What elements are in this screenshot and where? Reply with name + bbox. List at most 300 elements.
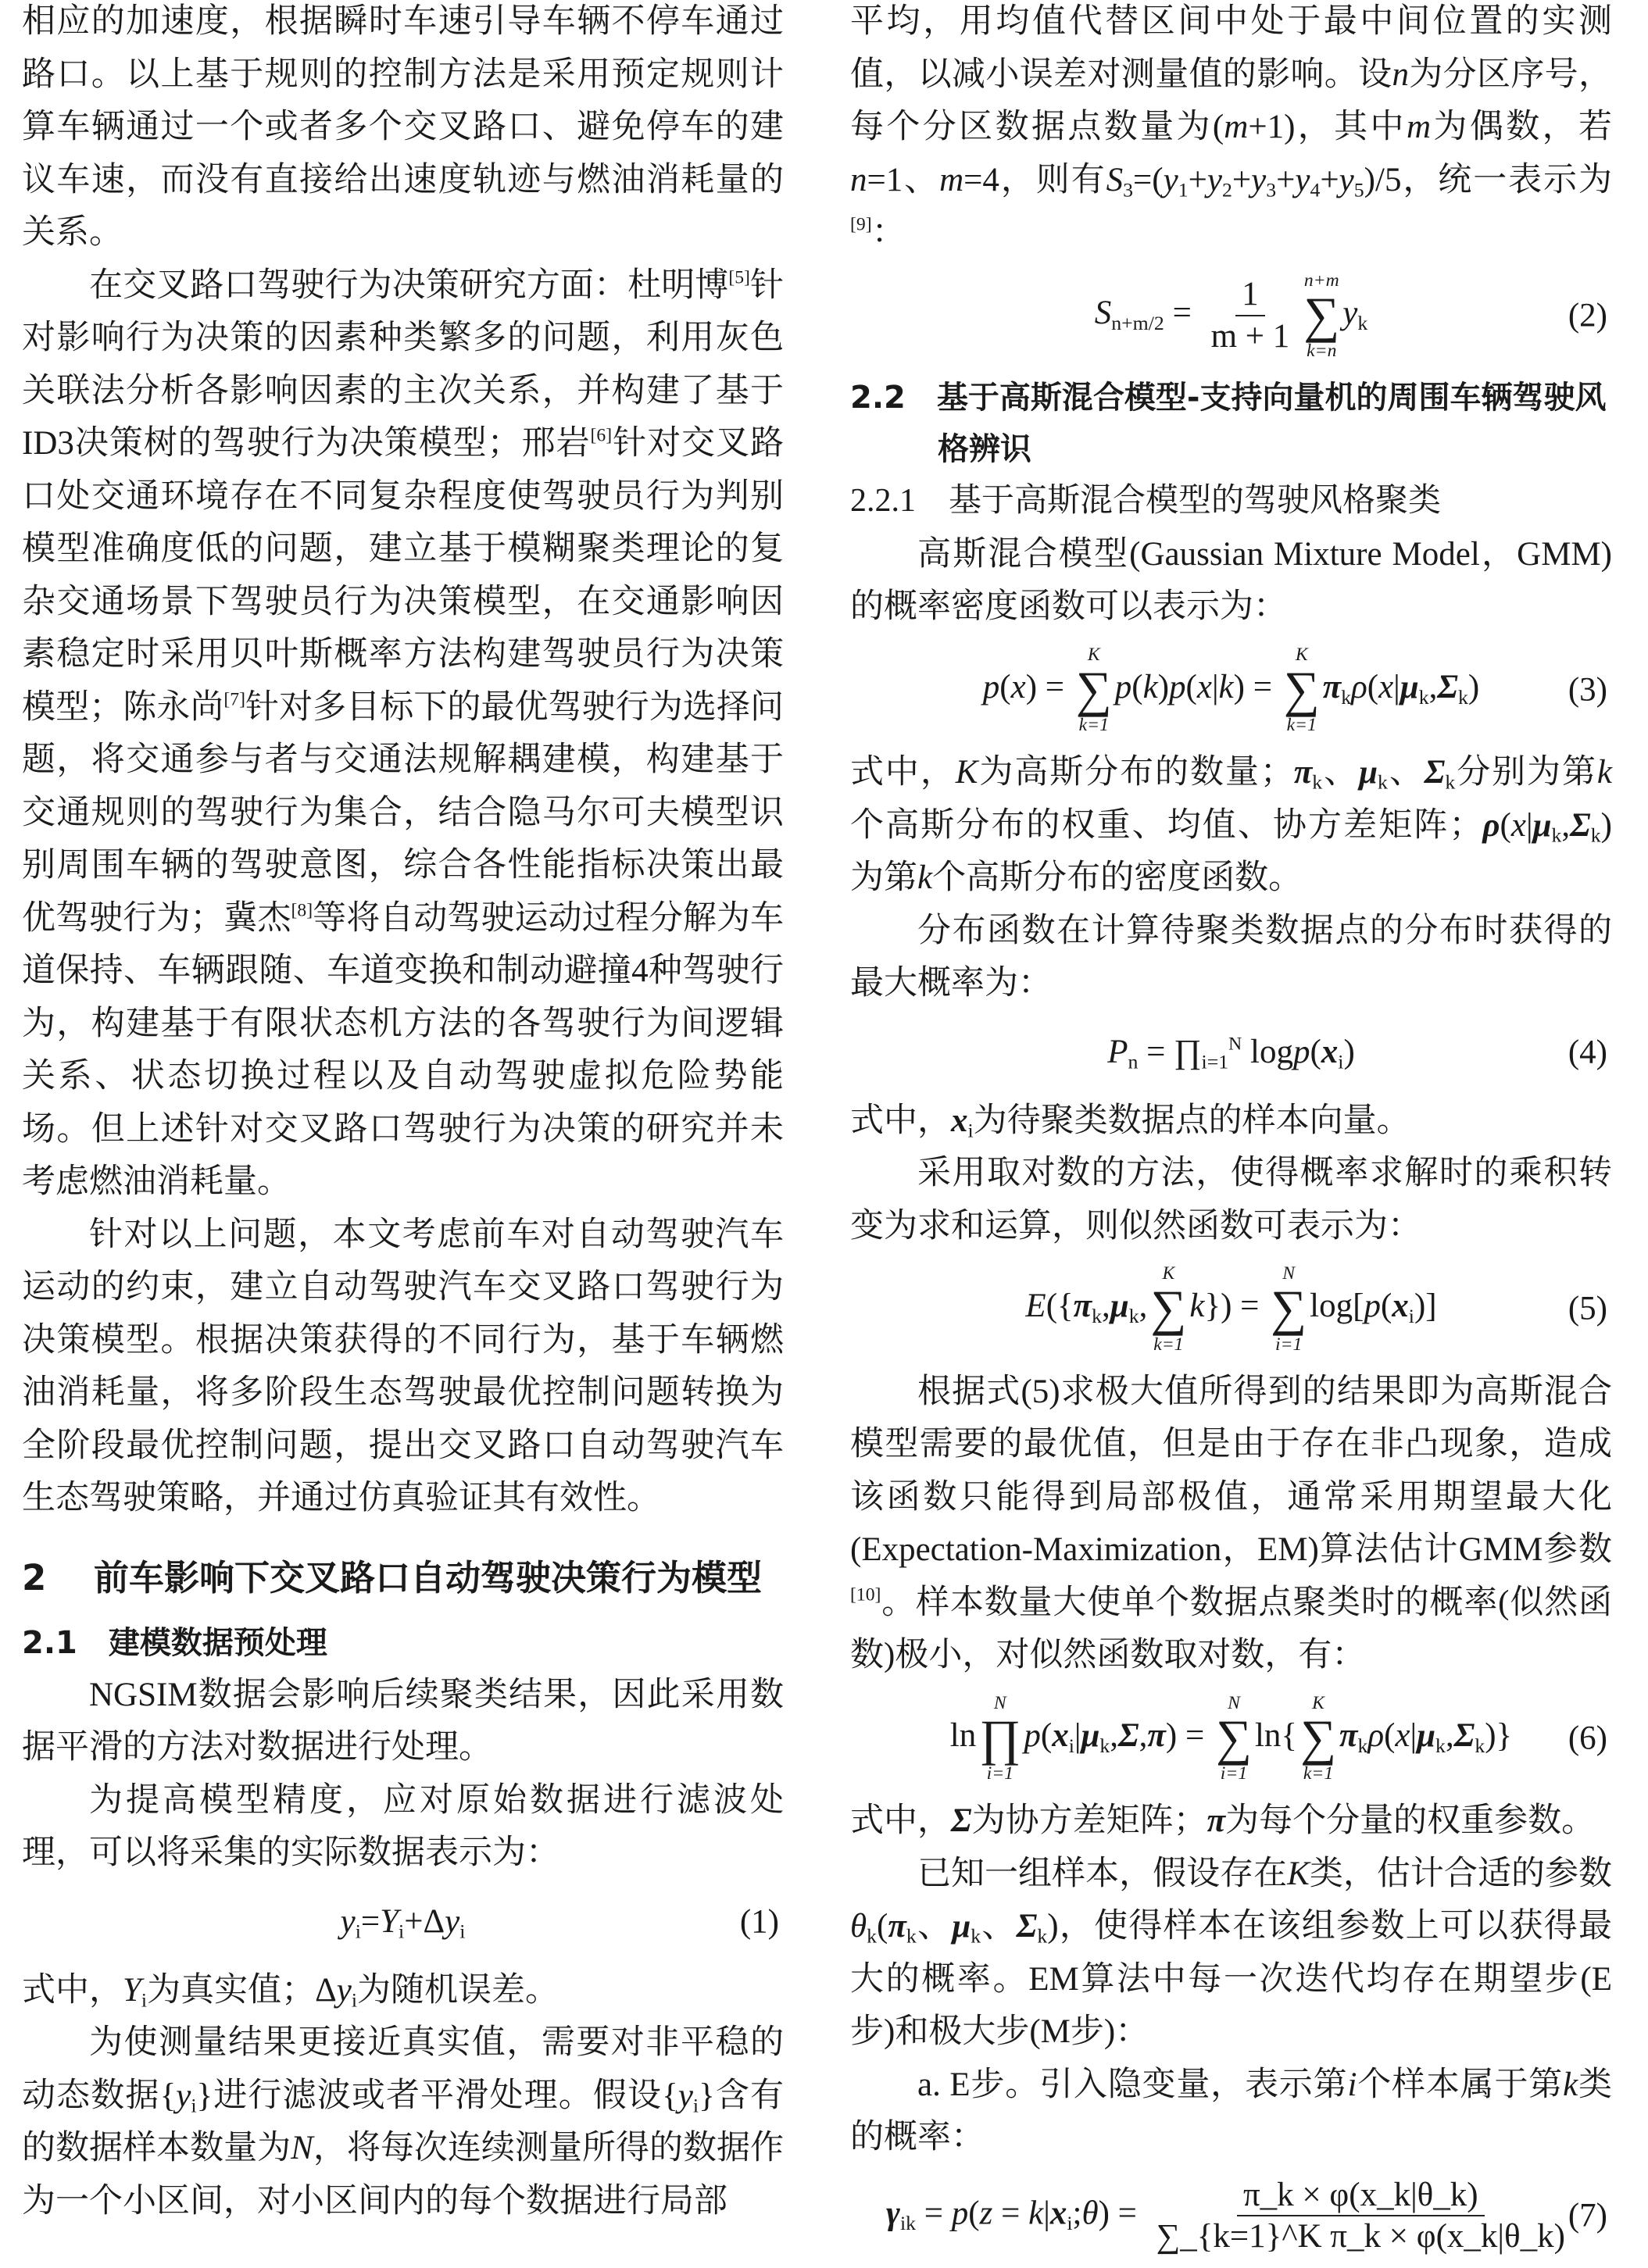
text-run: =1、 [867, 161, 940, 198]
subscript: 2 [1221, 178, 1232, 202]
paragraph [22, 259, 784, 1209]
math-italic: k [1596, 754, 1613, 791]
text-run: 为随机误差。 [357, 1971, 559, 2009]
text-run: 相应的加速度，根据瞬时车速引导车辆不停车通过路口。以上基于规则的控制方法是采用预定规则计算车辆通过一个或者多个交叉路口、避免停车的建议车速，而没有直接给出速度轨迹与燃油消耗量的关系。 [22, 3, 784, 251]
math-italic: n [1392, 55, 1409, 93]
text-run: ) [1343, 1033, 1355, 1070]
subscript: k [1475, 1734, 1485, 1757]
equation-body [950, 1693, 1512, 1784]
math-bold: ρ [1482, 806, 1500, 844]
text-run: 2 前车影响下交叉路口自动驾驶决策行为模型 [22, 1556, 762, 1598]
math-italic: P [1107, 1033, 1128, 1070]
text-run: }含有的数据样本数量为 [22, 2077, 785, 2166]
math-italic: θ [850, 1908, 867, 1945]
text-run: )] [1414, 1288, 1437, 1325]
big-operator [1271, 1263, 1307, 1355]
math-bold: Σ [1437, 668, 1458, 705]
operator-symbol: ∏ [979, 1709, 1021, 1766]
paragraph [850, 2059, 1612, 2164]
text-run: 2.1 建模数据预处理 [22, 1624, 327, 1661]
subscript: k [1418, 685, 1429, 709]
operator-symbol: ∑ [1150, 1280, 1187, 1337]
right-column [850, 0, 1612, 2268]
subscript: k [1092, 1304, 1103, 1327]
text-run: ( [999, 668, 1011, 705]
math-bold: μ [1417, 1716, 1436, 1754]
text-run: ( [968, 2195, 980, 2232]
text-run: ( [1310, 1033, 1321, 1070]
equation-number: (6) [1568, 1720, 1607, 1757]
big-operator [979, 1693, 1021, 1784]
text-run: =4，则有 [963, 161, 1106, 198]
upper-limit: n+m [1303, 270, 1339, 291]
lower-limit: i=1 [986, 1763, 1013, 1784]
citation: [7] [223, 688, 245, 709]
math-italic: y [1342, 294, 1358, 331]
text-run: 式中， [850, 1802, 951, 1840]
equation [850, 1021, 1612, 1084]
text-run: ; [1072, 2195, 1082, 2232]
subscript: k [1037, 1924, 1048, 1948]
subscript: i [191, 2094, 197, 2117]
subscript: i [459, 1920, 466, 1943]
text-run: 个高斯分布的权重、均值、协方差矩阵； [850, 806, 1483, 844]
text-run: 在交叉路口驾驶行为决策研究方面：杜明博 [89, 266, 729, 304]
math-italic: x [1395, 1716, 1410, 1754]
equation-body [1107, 1026, 1355, 1079]
math-italic: m [939, 161, 964, 198]
text-run: ( [1384, 1716, 1396, 1754]
text-run: = [916, 2195, 952, 2232]
math-italic: K [955, 754, 978, 791]
text-run: + [1188, 161, 1207, 198]
text-run: 、 [916, 1908, 953, 1945]
math-bold: π [1339, 1716, 1358, 1754]
text-run: )/5，统一表示为 [1364, 161, 1612, 198]
math-italic: y [445, 1902, 460, 1940]
operator-symbol: ∑ [1283, 661, 1320, 717]
lower-limit: k=1 [1286, 715, 1317, 736]
fraction [1150, 2175, 1571, 2257]
text-run: 个样本属于第 [1357, 2066, 1564, 2103]
citation: [6] [590, 425, 613, 446]
subscript: k [1445, 770, 1456, 794]
subscript: k [1312, 770, 1323, 794]
text-run: ) = [1233, 668, 1281, 705]
text-run: 为协方差矩阵； [971, 1802, 1207, 1840]
math-bold: π [1073, 1288, 1092, 1325]
subscript: i [692, 2094, 699, 2117]
subscript: k [971, 1924, 981, 1948]
text-run: 根据式(5)求极大值所得到的结果即为高斯混合模型需要的最优值，但是由于存在非凸现象，造成该函数只能得到局部极值，通常采用期望最大化(Expectation-Maximization，EM)算法估计GMM参数 [850, 1373, 1612, 1569]
math-bold: μ [1532, 806, 1552, 844]
math-italic: θ [1081, 2195, 1099, 2232]
subscript: k [1551, 823, 1562, 847]
math-italic: y [1339, 161, 1354, 198]
math-italic: k [1563, 2066, 1578, 2103]
text-run: 为真实值；Δ [147, 1971, 337, 2009]
subscript: k [906, 1924, 917, 1948]
math-italic: k [1189, 1288, 1205, 1325]
math-bold: Σ [951, 1802, 972, 1840]
equation-number: (4) [1568, 1033, 1607, 1070]
subscript: i=1 [1201, 1050, 1229, 1073]
text-run: = [992, 2195, 1029, 2232]
text-run: , [1139, 1288, 1148, 1325]
text-run: , [1445, 1716, 1454, 1754]
subscript: k [867, 1924, 878, 1948]
text-run: | [1043, 2195, 1050, 2232]
lower-limit: i=1 [1274, 1334, 1303, 1355]
text-run: ( [1185, 668, 1197, 705]
math-italic: k [1218, 668, 1234, 705]
math-bold: μ [1110, 1288, 1129, 1325]
math-italic: z [979, 2195, 993, 2232]
math-italic: p [1024, 1716, 1041, 1754]
equation-number: (3) [1568, 671, 1607, 709]
math-italic: k [917, 859, 933, 897]
paragraph [850, 1366, 1612, 1682]
subsection-heading [850, 372, 1612, 475]
text-run: 为偶数，若 [1431, 109, 1612, 145]
text-run: , [1102, 1288, 1110, 1325]
math-italic: x [1378, 668, 1394, 705]
math-bold: π [888, 1908, 906, 1945]
equation-body [341, 1895, 466, 1948]
paragraph-continued [850, 0, 1612, 259]
big-operator [1076, 645, 1112, 736]
upper-limit: N [1228, 1692, 1240, 1713]
math-bold: x [951, 1102, 968, 1139]
left-column [22, 0, 784, 2227]
text-run: )} [1485, 1716, 1513, 1754]
subscript: n+m/2 [1111, 311, 1164, 334]
text-run: ({ [1046, 1288, 1074, 1325]
denominator: ∑_{k=1}^K π_k × φ(x_k|θ_k) [1156, 2218, 1565, 2255]
math-italic: p [1169, 668, 1186, 705]
operator-symbol: ∑ [1300, 1709, 1337, 1766]
math-italic: y [1163, 161, 1178, 198]
paragraph [22, 2016, 784, 2227]
math-italic: m [1224, 109, 1249, 145]
numerator: π_k × φ(x_k|θ_k) [1237, 2175, 1485, 2217]
math-italic: x [1010, 668, 1026, 705]
text-run: 式中， [850, 1102, 951, 1139]
paragraph [22, 1774, 784, 1880]
subscript: 3 [1123, 178, 1134, 202]
math-italic: Y [380, 1902, 399, 1940]
text-run: ) = [1098, 2195, 1146, 2232]
text-run: = ∏ [1138, 1033, 1202, 1070]
subscript: i [1408, 1304, 1414, 1327]
subscript: k [1457, 685, 1468, 709]
equation-number: (7) [1568, 2197, 1607, 2234]
paragraph-continued [22, 0, 784, 259]
subscript: i [351, 1988, 358, 2012]
citation: [9] [850, 214, 872, 235]
text-run: 2.2.1 基于高斯混合模型的驾驶风格聚类 [850, 483, 1442, 520]
math-bold: x [1049, 2195, 1067, 2232]
lower-limit: k=1 [1153, 1334, 1184, 1355]
text-run: 类的概率： [850, 2066, 1613, 2156]
subsubsection-heading [850, 475, 1612, 528]
text-run: 针对影响行为决策的因素种类繁多的问题，利用灰色关联法分析各影响因素的主次关系，并构建了基于ID3决策树的驾驶行为决策模型；邢岩 [22, 266, 785, 462]
big-operator [1284, 645, 1320, 736]
paragraph [22, 1209, 784, 1525]
text-run: + [1276, 161, 1296, 198]
math-bold: Σ [1118, 1716, 1139, 1754]
text-run: 、 [1322, 754, 1360, 791]
subscript: i [967, 1119, 974, 1142]
upper-limit: N [993, 1692, 1006, 1713]
equation [850, 1263, 1612, 1355]
text-run: 式中， [22, 1971, 123, 2009]
upper-limit: K [1087, 644, 1100, 665]
subscript: n [1128, 1050, 1139, 1073]
text-run: , [1428, 668, 1438, 705]
big-operator [1150, 1263, 1186, 1355]
citation: [8] [291, 899, 313, 920]
text-run: 类，估计合适的参数 [1309, 1855, 1612, 1892]
subscript: k [1435, 1734, 1446, 1757]
subscript: i [1338, 1050, 1344, 1073]
equation-number: (2) [1568, 297, 1607, 334]
math-bold: π [1322, 668, 1342, 705]
math-bold: π [1207, 1802, 1226, 1840]
subscript: k [1341, 685, 1352, 709]
subscript: ik [899, 2211, 917, 2234]
math-italic: y [176, 2077, 191, 2114]
math-italic: S [1106, 161, 1124, 198]
upper-limit: K [1312, 1692, 1324, 1713]
paragraph [850, 1848, 1612, 2059]
equation-body [1095, 270, 1368, 362]
math-italic: x [1196, 668, 1212, 705]
upper-limit: K [1295, 644, 1308, 665]
text-run: ( [1131, 668, 1143, 705]
text-run: }) = [1204, 1288, 1268, 1325]
math-italic: i [1347, 2066, 1357, 2103]
text-run: + [1320, 161, 1339, 198]
text-run: 分布函数在计算待聚类数据点的分布时获得的最大概率为： [850, 912, 1612, 1002]
text-run: , [1561, 806, 1571, 844]
subscript: 4 [1310, 178, 1321, 202]
subscript: 5 [1353, 178, 1364, 202]
text-run: 为每个分量的权重参数。 [1225, 1802, 1596, 1840]
subscript: 3 [1266, 178, 1277, 202]
math-bold: Σ [1453, 1716, 1475, 1754]
text-run: 为使测量结果更接近真实值，需要对非平稳的动态数据{ [22, 2024, 784, 2114]
equation-number: (5) [1568, 1290, 1607, 1327]
math-italic: K [1287, 1855, 1310, 1892]
text-run: 已知一组样本，假设存在 [917, 1855, 1288, 1892]
text-run: 、 [1387, 754, 1425, 791]
operator-symbol: ∑ [1271, 1280, 1307, 1337]
math-italic: m [1406, 109, 1432, 145]
math-bold: Σ [1016, 1908, 1038, 1945]
operator-symbol: ∑ [1303, 287, 1340, 343]
superscript: N [1228, 1034, 1242, 1055]
subscript: k [1128, 1304, 1139, 1327]
text-run: 平均，用均值代替区间中处于最中间位置的实测值，以减小误差对测量值的影响。设 [850, 3, 1612, 93]
math-italic: p [951, 2195, 969, 2232]
operator-symbol: ∑ [1075, 661, 1112, 717]
math-italic: x [1510, 806, 1526, 844]
math-bold: Σ [1570, 806, 1591, 844]
text-run: )为第 [850, 806, 1612, 897]
text-run: NGSIM数据会影响后续聚类结果，因此采用数据平滑的方法对数据进行处理。 [22, 1676, 784, 1766]
text-run: ln{ [1254, 1716, 1298, 1754]
equation [850, 270, 1612, 362]
math-italic: E [1025, 1288, 1046, 1325]
text-run: ln [949, 1716, 977, 1754]
equation [850, 1693, 1612, 1784]
text-run: , [1139, 1716, 1148, 1754]
big-operator [1303, 270, 1339, 362]
text-run: | [1393, 668, 1400, 705]
equation-number: (1) [739, 1902, 779, 1940]
math-bold: Σ [1424, 754, 1446, 791]
subscript: i [399, 1920, 405, 1943]
subscript: k [1590, 823, 1601, 847]
text-run: ( [1040, 1716, 1053, 1754]
equation [850, 645, 1612, 736]
paragraph [850, 1147, 1612, 1252]
math-italic: p [1114, 668, 1132, 705]
text-run: = [1164, 294, 1200, 331]
math-italic: N [291, 2130, 313, 2166]
paragraph [850, 528, 1612, 634]
text-run: ，将每次连续测量所得的数据作为一个小区间，对小区间内的每个数据进行局部 [22, 2130, 785, 2220]
text-run: 针对多目标下的最优驾驶行为选择问题，将交通参与者与交通法规解耦建模，构建基于交通规则的驾驶行为集合，结合隐马尔可夫模型识别周围车辆的驾驶意图，综合各性能指标决策出最优驾驶行为；冀杰 [22, 688, 785, 937]
math-bold: x [1321, 1033, 1339, 1070]
text-run: + [1232, 161, 1252, 198]
text-run: ) = [1165, 1716, 1213, 1754]
math-bold: x [1052, 1716, 1069, 1754]
text-run: ) = [1025, 668, 1073, 705]
equation-body [1025, 1263, 1436, 1355]
text-run: 式中， [850, 754, 956, 791]
math-italic: y [1295, 161, 1310, 198]
text-run: ( [1380, 1288, 1392, 1325]
text-run: | [1074, 1716, 1081, 1754]
subscript: k [1377, 770, 1388, 794]
text-run: log[ [1310, 1288, 1364, 1325]
text-run: = [360, 1902, 381, 1940]
paragraph-continued [850, 746, 1612, 905]
math-italic: S [1094, 294, 1112, 331]
text-run: ( [1367, 668, 1379, 705]
math-bold: γ [886, 2195, 900, 2232]
text-run: 为分区序号，每个分区数据点数量为( [850, 55, 1613, 145]
text-run: , [1110, 1716, 1119, 1754]
upper-limit: K [1162, 1263, 1175, 1284]
text-run: 个高斯分布的密度函数。 [932, 859, 1303, 897]
math-italic: p [1364, 1288, 1381, 1325]
subscript: 1 [1178, 178, 1189, 202]
text-run: ( [1500, 806, 1511, 844]
text-run: | [1211, 668, 1219, 705]
text-run: 2.2 基于高斯混合模型-支持向量机的周围车辆驾驶风格辨识 [850, 380, 1607, 468]
subsection-heading [22, 1617, 784, 1669]
upper-limit: N [1282, 1263, 1296, 1284]
subscript: k [1357, 311, 1368, 334]
text-run: log [1242, 1033, 1293, 1070]
text-run: a. E步。引入隐变量，表示第 [917, 2066, 1348, 2103]
equation [850, 2175, 1612, 2257]
text-run: =( [1133, 161, 1164, 198]
lower-limit: k=1 [1303, 1763, 1334, 1784]
operator-symbol: ∑ [1215, 1709, 1252, 1766]
big-operator [1300, 1693, 1336, 1784]
math-italic: n [850, 161, 867, 198]
text-run: ) [1467, 668, 1480, 705]
text-run: +Δ [404, 1902, 445, 1940]
math-italic: k [1028, 2195, 1044, 2232]
text-run: +1)，其中 [1248, 109, 1407, 145]
paragraph-continued [22, 1964, 784, 2017]
math-italic: ρ [1351, 668, 1367, 705]
subscript: i [1067, 2211, 1073, 2234]
math-bold: π [1147, 1716, 1166, 1754]
math-italic: ρ [1367, 1716, 1385, 1754]
text-run: 。样本数量大使单个数据点聚类时的概率(似然函数)极小，对似然函数取对数，有： [850, 1584, 1612, 1674]
math-italic: Y [123, 1971, 141, 2009]
lower-limit: i=1 [1220, 1763, 1248, 1784]
text-run: }进行滤波或者平滑处理。假设{ [196, 2077, 678, 2114]
citation: [5] [728, 266, 750, 288]
paragraph [22, 1669, 784, 1774]
paragraph-continued [850, 1095, 1612, 1148]
text-run: 针对以上问题，本文考虑前车对自动驾驶汽车运动的约束，建立自动驾驶汽车交叉路口驾驶行为决策模型。根据决策获得的不同行为，基于车辆燃油消耗量，将多阶段生态驾驶最优控制问题转换为全阶段最优控制问题，提出交叉路口自动驾驶汽车生态驾驶策略，并通过仿真验证其有效性。 [22, 1216, 784, 1516]
subscript: k [1099, 1734, 1110, 1757]
numerator: 1 [1235, 274, 1265, 316]
text-run: ) [1157, 668, 1170, 705]
math-bold: μ [1359, 754, 1378, 791]
text-run: 等将自动驾驶运动过程分解为车道保持、车辆跟随、车道变换和制动避撞4种驾驶行为，构建基于有限状态机方法的各驾驶行为间逻辑关系、状态切换过程以及自动驾驶虚拟危险势能场。但上述针对交叉路口驾驶行为决策的研究并未考虑燃油消耗量。 [22, 899, 785, 1200]
math-italic: y [1207, 161, 1222, 198]
math-italic: y [1251, 161, 1267, 198]
subscript: i [355, 1920, 361, 1943]
text-run: 为提高模型精度，应对原始数据进行滤波处理，可以将采集的实际数据表示为： [22, 1781, 784, 1871]
text-run: 分别为第 [1455, 754, 1597, 791]
equation [22, 1891, 784, 1953]
equation-body [886, 2175, 1576, 2257]
citation: [10] [850, 1584, 881, 1605]
math-italic: y [336, 1971, 352, 2009]
text-run: | [1525, 806, 1533, 844]
text-run: )，使得样本在该组参数上可以获得最大的概率。EM算法中每一次迭代均存在期望步(E步)和极大步(M步)： [850, 1908, 1613, 2051]
subscript: i [1068, 1734, 1074, 1757]
section-heading [22, 1552, 784, 1605]
math-bold: x [1392, 1288, 1409, 1325]
text-run: | [1410, 1716, 1417, 1754]
math-italic: y [677, 2077, 693, 2114]
text-run: 、 [981, 1908, 1017, 1945]
equation-body [983, 645, 1479, 736]
math-italic: p [1292, 1033, 1310, 1070]
lower-limit: k=n [1307, 341, 1337, 362]
math-bold: μ [1081, 1716, 1100, 1754]
paragraph [850, 905, 1612, 1010]
math-italic: p [982, 668, 1000, 705]
text-run: 为待聚类数据点的样本向量。 [973, 1102, 1410, 1139]
math-italic: y [340, 1902, 356, 1940]
math-bold: π [1293, 754, 1313, 791]
subscript: i [141, 1988, 148, 2012]
fraction [1205, 274, 1296, 356]
math-italic: k [1142, 668, 1158, 705]
